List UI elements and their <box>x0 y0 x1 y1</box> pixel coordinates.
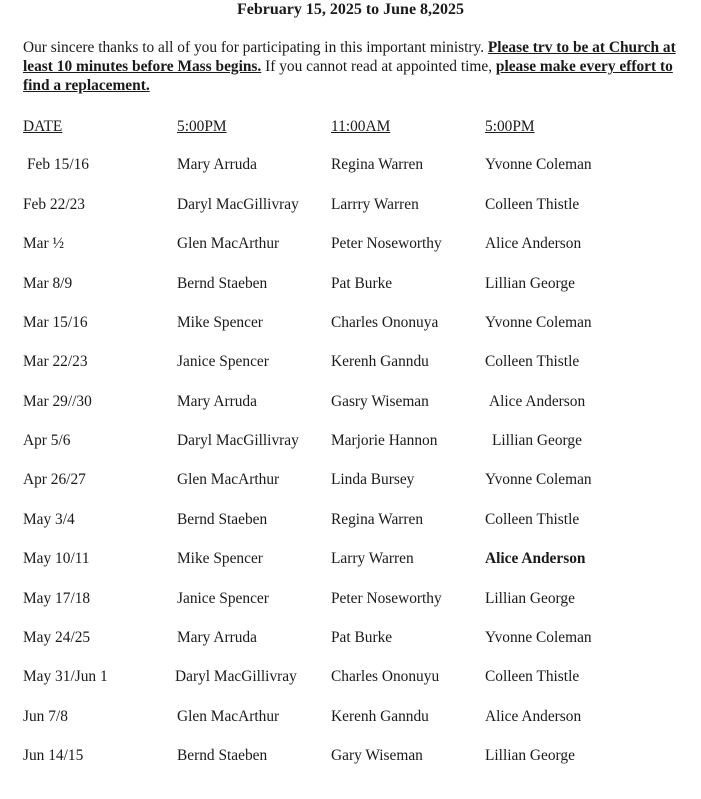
reader-sunday-5pm: Lillian George <box>485 590 575 607</box>
table-row <box>0 511 701 533</box>
table-row <box>0 393 701 415</box>
reader-saturday-5pm: Janice Spencer <box>177 590 269 607</box>
reader-sunday-11am: Gasry Wiseman <box>331 393 429 410</box>
table-row <box>0 235 701 257</box>
table-row <box>0 747 701 769</box>
table-row <box>0 590 701 612</box>
reader-sunday-5pm: Alice Anderson <box>485 708 582 725</box>
date-cell: Apr 5/6 <box>23 432 71 449</box>
date-cell: Apr 26/27 <box>23 471 86 488</box>
reader-sunday-11am: Regina Warren <box>331 511 424 528</box>
reader-sunday-5pm: Lillian George <box>492 432 582 449</box>
reader-sunday-5pm: Yvonne Coleman <box>485 314 592 331</box>
date-cell: Jun 7/8 <box>23 708 68 725</box>
reader-saturday-5pm: Daryl MacGillivray <box>177 196 299 213</box>
reader-sunday-11am: Peter Noseworthy <box>331 590 442 607</box>
intro-bold-1: Please trv to be at Church at least 10 minutes before Mass begins. <box>23 39 676 75</box>
reader-sunday-5pm: Alice Anderson <box>489 393 586 410</box>
reader-sunday-5pm: Yvonne Coleman <box>485 471 592 488</box>
date-cell: Mar 15/16 <box>23 314 88 331</box>
table-row <box>0 156 701 178</box>
reader-saturday-5pm: Glen MacArthur <box>177 235 280 252</box>
reader-sunday-5pm: Colleen Thistle <box>485 196 580 213</box>
reader-saturday-5pm: Mike Spencer <box>177 550 263 567</box>
table-row <box>0 314 701 336</box>
table-row <box>0 471 701 493</box>
date-cell: Mar 8/9 <box>23 275 73 292</box>
reader-saturday-5pm: Daryl MacGillivray <box>177 432 299 449</box>
date-cell: Mar ½ <box>23 235 65 252</box>
reader-sunday-11am: Pat Burke <box>331 275 393 292</box>
reader-sunday-5pm: Colleen Thistle <box>485 353 580 370</box>
table-row <box>0 432 701 454</box>
intro-text-1: Our sincere thanks to all of you for participating in this important ministry. <box>23 39 488 56</box>
reader-sunday-5pm: Lillian George <box>485 747 575 764</box>
date-cell: May 10/11 <box>23 550 90 567</box>
date-cell: May 3/4 <box>23 511 75 528</box>
reader-sunday-11am: Regina Warren <box>331 156 424 173</box>
reader-sunday-11am: Linda Bursey <box>331 471 415 488</box>
date-cell: Feb 15/16 <box>27 156 89 173</box>
table-row <box>0 629 701 651</box>
reader-sunday-11am: Kerenh Ganndu <box>331 353 429 370</box>
intro-text-2: If you cannot read at appointed time, <box>261 58 496 75</box>
date-cell: May 24/25 <box>23 629 91 646</box>
schedule-heading: February 15, 2025 to June 8,2025 <box>236 1 465 18</box>
column-header-date: DATE <box>23 118 63 135</box>
column-header-sunday-5pm: 5:00PM <box>485 118 535 135</box>
reader-saturday-5pm: Bernd Staeben <box>177 511 268 528</box>
column-header-sunday-11am: 11:00AM <box>331 118 391 135</box>
intro-bold-2: please make every effort to find a replacement. <box>23 58 673 94</box>
date-cell: Mar 29//30 <box>23 393 92 410</box>
reader-sunday-11am: Marjorie Hannon <box>331 432 438 449</box>
reader-sunday-5pm: Yvonne Coleman <box>485 156 592 173</box>
reader-sunday-5pm: Colleen Thistle <box>485 511 580 528</box>
reader-sunday-5pm: Alice Anderson <box>485 235 582 252</box>
reader-sunday-11am: Charles Ononuya <box>331 314 439 331</box>
reader-saturday-5pm: Mary Arruda <box>177 629 257 646</box>
date-cell: May 31/Jun 1 <box>23 668 108 685</box>
reader-saturday-5pm: Glen MacArthur <box>177 708 280 725</box>
reader-saturday-5pm: Janice Spencer <box>177 353 269 370</box>
column-header-saturday-5pm: 5:00PM <box>177 118 227 135</box>
reader-sunday-5pm: Yvonne Coleman <box>485 629 592 646</box>
reader-saturday-5pm: Mike Spencer <box>177 314 263 331</box>
reader-sunday-11am: Larry Warren <box>331 550 414 567</box>
reader-sunday-11am: Kerenh Ganndu <box>331 708 429 725</box>
reader-sunday-5pm: Lillian George <box>485 275 575 292</box>
table-row <box>0 353 701 375</box>
date-cell: Feb 22/23 <box>23 196 85 213</box>
date-cell: May 17/18 <box>23 590 91 607</box>
date-cell: Jun 14/15 <box>23 747 84 764</box>
table-row <box>0 196 701 218</box>
reader-saturday-5pm: Mary Arruda <box>177 393 257 410</box>
table-row <box>0 668 701 690</box>
reader-sunday-5pm: Colleen Thistle <box>485 668 580 685</box>
table-row <box>0 275 701 297</box>
reader-sunday-11am: Peter Noseworthy <box>331 235 442 252</box>
table-row <box>0 550 701 572</box>
reader-saturday-5pm: Mary Arruda <box>177 156 257 173</box>
date-cell: Mar 22/23 <box>23 353 88 370</box>
reader-sunday-11am: Charles Ononuyu <box>331 668 440 685</box>
table-row <box>0 708 701 730</box>
reader-saturday-5pm: Bernd Staeben <box>177 747 268 764</box>
reader-sunday-5pm: Alice Anderson <box>485 550 586 567</box>
reader-saturday-5pm: Glen MacArthur <box>177 471 280 488</box>
reader-sunday-11am: Larrry Warren <box>331 196 419 213</box>
reader-sunday-11am: Gary Wiseman <box>331 747 423 764</box>
reader-saturday-5pm: Bernd Staeben <box>177 275 268 292</box>
reader-sunday-11am: Pat Burke <box>331 629 393 646</box>
reader-saturday-5pm: Daryl MacGillivray <box>175 668 297 685</box>
intro-paragraph <box>23 38 683 95</box>
